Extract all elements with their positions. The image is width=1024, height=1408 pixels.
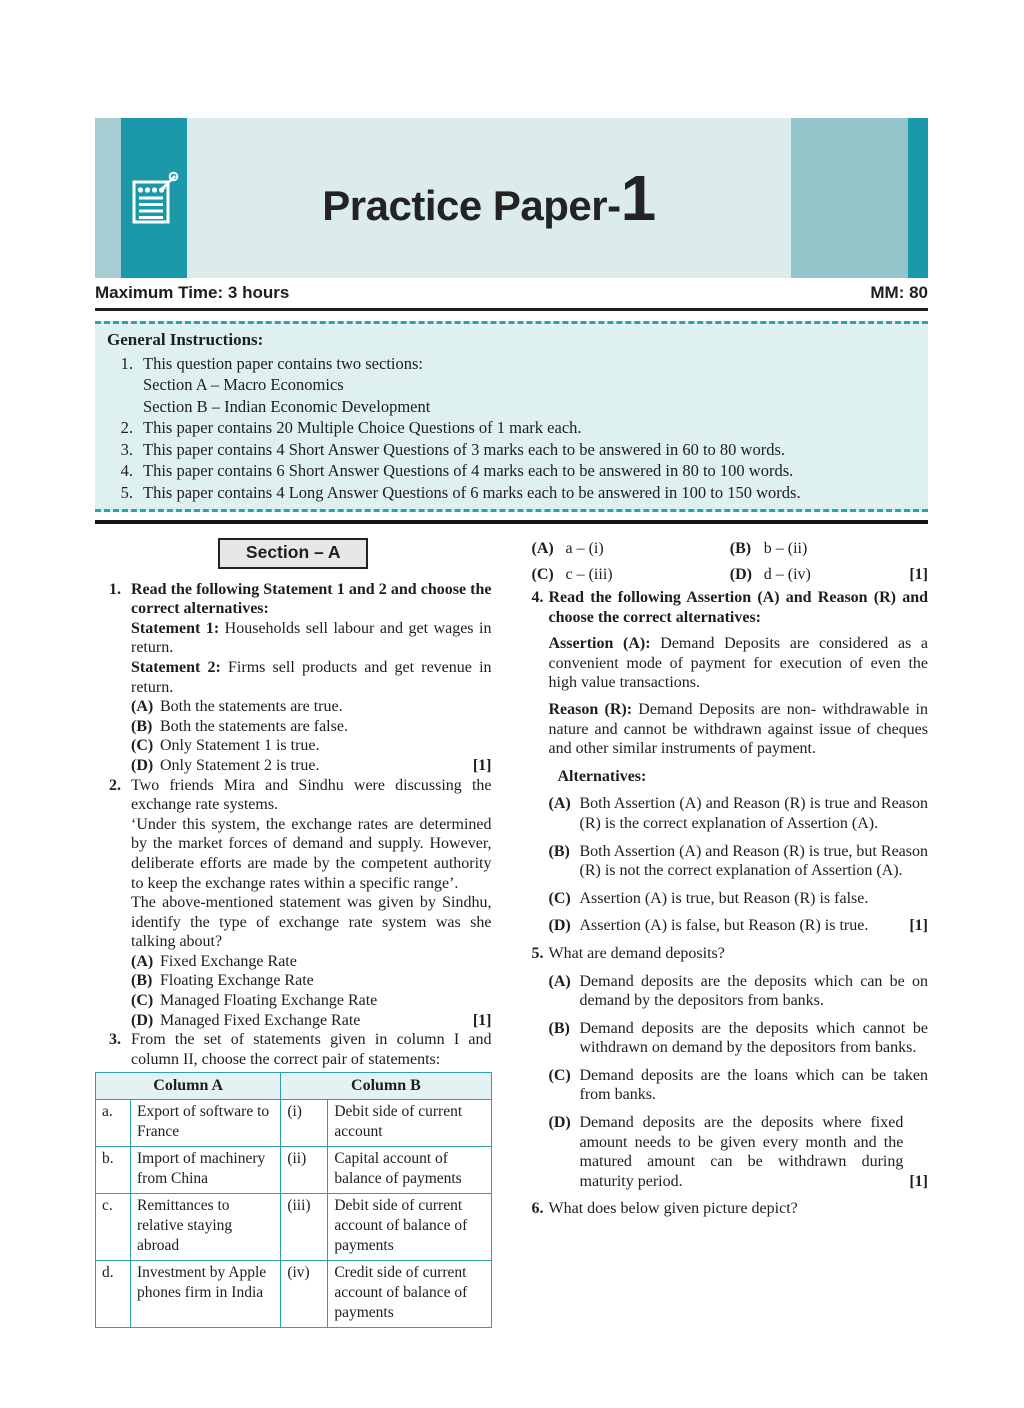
- statement-2: Statement 2: Firms sell products and get revenue in return.: [131, 658, 492, 696]
- question-1: [95, 580, 492, 776]
- section-a-label: Section – A: [245, 542, 341, 562]
- question-lead: From the set of statements given in column I and column II, choose the correct pair of statements:: [131, 1031, 492, 1068]
- instruction-item: [107, 353, 918, 418]
- option-row: (C) c – (iii): [531, 566, 613, 583]
- option-row: (A) Both Assertion (A) and Reason (R) is true and Reason (R) is the correct explanation of Assertion (A).: [548, 795, 928, 832]
- banner-icon-block: [121, 118, 187, 278]
- question-columns: [95, 536, 928, 1328]
- general-instructions-box: [95, 321, 928, 512]
- instruction-number: 2.: [120, 418, 133, 437]
- question-quote: ‘Under this system, the exchange rates are determined by the market forces of demand and supply. However, deliberate efforts are made by the competent authority to keep the exchange rates within a specific range’.: [131, 815, 492, 892]
- instruction-text: This paper contains 20 Multiple Choice Questions of 1 mark each.: [143, 418, 582, 437]
- instruction-item: [107, 460, 918, 482]
- option-row: (D) Only Statement 2 is true. [1]: [131, 756, 492, 774]
- question-lead: What does below given picture depict?: [548, 1200, 798, 1218]
- banner-left-accent-strip: [95, 118, 121, 278]
- question-number: 1.: [109, 580, 121, 598]
- option-row: (A) Both the statements are true.: [131, 698, 343, 716]
- question-number: 5.: [531, 944, 544, 962]
- option-row: (B) b – (ii): [729, 540, 808, 557]
- option-row: (B) Demand deposits are the deposits which cannot be withdrawn on demand by the depositors from banks.: [548, 1019, 928, 1057]
- page-title-text: Practice Paper-: [322, 182, 621, 229]
- instruction-number: 5.: [120, 482, 133, 502]
- instruction-item: [107, 417, 918, 439]
- banner-title-area: [187, 118, 791, 278]
- divider-line: [95, 308, 928, 311]
- question-2: [95, 776, 492, 1031]
- section-a-heading: [218, 538, 368, 569]
- question-3: [95, 1030, 492, 1069]
- instruction-number: 4.: [120, 461, 133, 480]
- option-row: (D) Assertion (A) is false, but Reason (R) is true. [1]: [548, 917, 928, 935]
- banner-right-accent-strip: [908, 118, 928, 278]
- question-number: 3.: [109, 1031, 121, 1049]
- table-row: a. Export of software to France (i) Debit side of current account: [96, 1100, 492, 1147]
- practice-paper-icon: [128, 170, 180, 226]
- marks-badge: [1]: [472, 756, 492, 774]
- question-4: [532, 588, 929, 936]
- page-title-number: 1: [620, 162, 656, 234]
- marks-badge: [1]: [909, 566, 928, 583]
- question-lead: Two friends Mira and Sindhu were discussing the exchange rate systems.: [131, 776, 492, 814]
- max-time-label: Maximum Time: 3 hours: [95, 283, 290, 302]
- instruction-text: This paper contains 6 Short Answer Questions of 4 marks each to be answered in 80 to 100 words.: [143, 461, 794, 480]
- option-row: (C) Demand deposits are the loans which can be taken from banks.: [548, 1066, 928, 1104]
- question-5: [532, 944, 929, 1192]
- option-row: (C) Managed Floating Exchange Rate: [131, 992, 378, 1010]
- table-row: c. Remittances to relative staying abroad (iii) Debit side of current account of balance of payments: [96, 1194, 492, 1261]
- instruction-subtext: Section B – Indian Economic Development: [143, 396, 431, 416]
- banner-mid-accent-band: [791, 118, 908, 278]
- question-number: 4.: [531, 589, 544, 606]
- instruction-number: 3.: [120, 439, 133, 459]
- right-column: [532, 536, 929, 1328]
- question-number: 6.: [531, 1200, 544, 1218]
- option-row: (A) Demand deposits are the deposits which can be on demand by the depositors from banks.: [548, 972, 928, 1010]
- exam-meta-row: [95, 278, 928, 308]
- instruction-text: This paper contains 4 Short Answer Questions of 3 marks each to be answered in 60 to 80 words.: [143, 439, 786, 459]
- option-row: (C) Assertion (A) is true, but Reason (R) is false.: [548, 889, 869, 907]
- question-6: [532, 1199, 929, 1219]
- q3-answer-options: [532, 536, 929, 588]
- question-followup: The above-mentioned statement was given by Sindhu, identify the type of exchange rate system was she talking about?: [131, 894, 492, 951]
- table-row: b. Import of machinery from China (ii) Capital account of balance of payments: [96, 1147, 492, 1194]
- assertion-paragraph: Assertion (A): Demand Deposits are considered as a convenient mode of payment for execution of even the high value transactions.: [548, 635, 929, 692]
- instructions-heading: General Instructions:: [107, 330, 264, 349]
- statement-1: Statement 1: Households sell labour and get wages in return.: [131, 619, 492, 657]
- option-row: (C) Only Statement 1 is true.: [131, 737, 320, 755]
- table-row: d. Investment by Apple phones firm in India (iv) Credit side of current account of balance of payments: [96, 1261, 492, 1328]
- column-a-header: Column A: [96, 1073, 281, 1100]
- option-row: (D) Demand deposits are the deposits where fixed amount needs to be given every month and the matured amount can be withdrawn during maturity period. [1]: [548, 1114, 928, 1190]
- alternatives-heading: Alternatives:: [557, 767, 647, 785]
- left-column: [95, 536, 492, 1328]
- marks-badge: [1]: [909, 917, 928, 935]
- question-lead: Read the following Assertion (A) and Reason (R) and choose the correct alternatives:: [548, 589, 928, 626]
- option-row: (B) Floating Exchange Rate: [131, 972, 314, 990]
- column-match-table: [95, 1072, 492, 1328]
- option-row: (A) a – (i): [531, 540, 604, 557]
- max-marks-label: MM: 80: [870, 283, 928, 302]
- question-lead: What are demand deposits?: [548, 944, 725, 962]
- option-row: (B) Both the statements are false.: [131, 717, 348, 735]
- table-header-row: [96, 1073, 492, 1100]
- option-row: (D) d – (iv) [1]: [730, 562, 928, 588]
- reason-paragraph: Reason (R): Demand Deposits are non- withdrawable in nature and cannot be withdrawn against issue of cheques and other similar instruments of payment.: [548, 700, 928, 758]
- marks-badge: [1]: [472, 1011, 492, 1029]
- instruction-number: 1.: [120, 353, 133, 373]
- instruction-item: [107, 482, 918, 504]
- question-lead: Read the following Statement 1 and 2 and choose the correct alternatives:: [131, 580, 492, 618]
- option-row: (D) Managed Fixed Exchange Rate [1]: [131, 1011, 492, 1029]
- option-row: (B) Both Assertion (A) and Reason (R) is true, but Reason (R) is not the correct explanation of Assertion (A).: [548, 842, 928, 880]
- column-b-header: Column B: [281, 1073, 491, 1100]
- instruction-item: [107, 439, 918, 461]
- marks-badge: [1]: [909, 1172, 928, 1190]
- instruction-text: This question paper contains two sections:: [143, 353, 423, 373]
- option-row: (A) Fixed Exchange Rate: [131, 952, 297, 970]
- instruction-text: This paper contains 4 Long Answer Questions of 6 marks each to be answered in 100 to 150 words.: [143, 482, 801, 502]
- page-title: [322, 162, 656, 234]
- instruction-subtext: Section A – Macro Economics: [143, 375, 344, 394]
- divider-line-thick: [95, 520, 928, 524]
- question-number: 2.: [109, 776, 121, 794]
- header-banner: [95, 118, 928, 278]
